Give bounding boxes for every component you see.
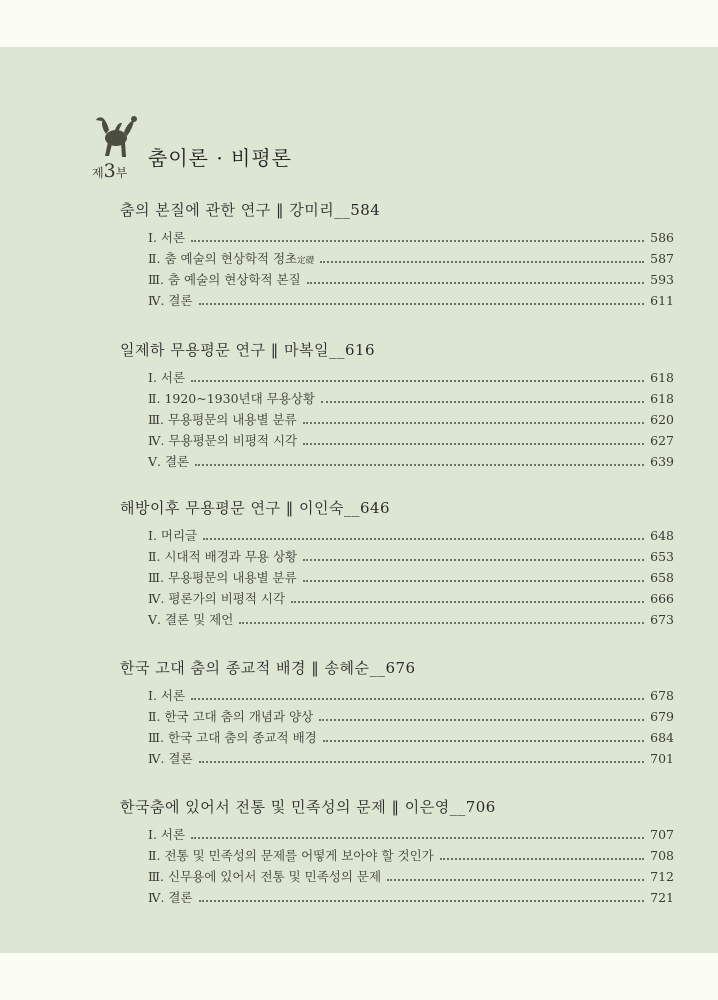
toc-entry-page-number: 620 — [650, 412, 674, 427]
toc-entry-label — [148, 588, 291, 609]
toc-entry-label-text: Ⅳ. 결론 — [148, 890, 193, 905]
toc-entry[interactable] — [148, 748, 674, 769]
toc-entry-label-text: Ⅲ. 춤 예술의 현상학적 본질 — [148, 272, 301, 287]
toc-entry-page-number: 707 — [650, 827, 674, 842]
dot-leader — [291, 601, 644, 603]
toc-entry-label-text: Ⅱ. 시대적 배경과 무용 상황 — [148, 549, 298, 564]
toc-entry-label-text: Ⅳ. 무용평문의 비평적 시각 — [148, 433, 298, 448]
toc-entry-page-number: 666 — [650, 591, 674, 606]
toc-entry-label — [148, 430, 303, 451]
chapter-entries — [120, 525, 680, 630]
dot-leader — [303, 422, 644, 424]
toc-entry-page-number: 701 — [650, 751, 674, 766]
toc-entry-label — [148, 227, 191, 248]
part-label-suffix: 부 — [115, 166, 128, 180]
toc-entry-page-number: 618 — [650, 370, 674, 385]
toc-entry[interactable] — [148, 845, 674, 866]
toc-entry-page-number: 586 — [650, 230, 674, 245]
toc-entry-label-text: Ⅲ. 무용평문의 내용별 분류 — [148, 412, 297, 427]
toc-entry[interactable] — [148, 866, 674, 887]
chapter-section — [120, 338, 680, 472]
dot-leader — [191, 380, 644, 382]
toc-entry-label — [148, 525, 203, 546]
toc-entry-page-number: 679 — [650, 709, 674, 724]
dot-leader — [203, 538, 644, 540]
toc-entry-page-number: 721 — [650, 890, 674, 905]
toc-entry-label-text: Ⅱ. 1920~1930년대 무용상황 — [148, 391, 315, 406]
toc-entry-page-number: 673 — [650, 612, 674, 627]
toc-entry-label — [148, 290, 199, 311]
toc-entry-label — [148, 451, 195, 472]
toc-entry[interactable] — [148, 248, 674, 269]
dot-leader — [191, 240, 644, 242]
dot-leader — [195, 464, 644, 466]
toc-entry[interactable] — [148, 706, 674, 727]
dot-leader — [239, 622, 644, 624]
chapter-entries — [120, 824, 680, 908]
dot-leader — [321, 401, 644, 403]
dot-leader — [307, 282, 644, 284]
toc-entry-page-number: 593 — [650, 272, 674, 287]
toc-entry-label — [148, 609, 239, 630]
toc-entry-label — [148, 887, 199, 908]
toc-entry-hanja-gloss: 定礎 — [297, 256, 315, 266]
toc-entry-label — [148, 546, 303, 567]
toc-entry[interactable] — [148, 546, 674, 567]
chapter-section — [120, 198, 680, 311]
toc-entry-page-number: 712 — [650, 869, 674, 884]
dot-leader — [387, 879, 644, 881]
toc-entry-label-text: Ⅰ. 머리글 — [148, 528, 198, 543]
toc-entry-label — [148, 706, 319, 727]
part-title: 춤이론 · 비평론 — [148, 146, 292, 170]
dot-leader — [199, 761, 645, 763]
toc-entry-label-text: Ⅰ. 서론 — [148, 370, 186, 385]
dot-leader — [303, 443, 644, 445]
toc-entry[interactable] — [148, 588, 674, 609]
chapter-title[interactable]: 일제하 무용평문 연구 ‖ 마복일__616 — [120, 341, 376, 359]
toc-entry-page-number: 658 — [650, 570, 674, 585]
toc-entry-page-number: 639 — [650, 454, 674, 469]
toc-entry-page-number: 587 — [650, 251, 674, 266]
chapter-section — [120, 496, 680, 630]
toc-entry-label — [148, 727, 323, 748]
chapter-entries — [120, 685, 680, 769]
toc-entry[interactable] — [148, 567, 674, 588]
dot-leader — [323, 740, 644, 742]
toc-entry-label — [148, 367, 191, 388]
toc-entry[interactable] — [148, 290, 674, 311]
toc-entry[interactable] — [148, 409, 674, 430]
chapter-title[interactable]: 한국 고대 춤의 종교적 배경 ‖ 송혜순__676 — [120, 659, 416, 677]
toc-entry-page-number: 648 — [650, 528, 674, 543]
toc-entry-label-text: Ⅴ. 결론 및 제언 — [148, 612, 234, 627]
toc-entry-label — [148, 824, 191, 845]
toc-entry-label — [148, 845, 440, 866]
toc-entry-label-text: Ⅱ. 전통 및 민족성의 문제를 어떻게 보아야 할 것인가 — [148, 848, 434, 863]
chapter-entries — [120, 227, 680, 311]
toc-entry[interactable] — [148, 824, 674, 845]
toc-entry[interactable] — [148, 367, 674, 388]
toc-entry-page-number: 618 — [650, 391, 674, 406]
dot-leader — [199, 303, 645, 305]
toc-entry[interactable] — [148, 388, 674, 409]
dot-leader — [320, 261, 644, 263]
toc-entry-page-number: 653 — [650, 549, 674, 564]
toc-entry-label — [148, 409, 303, 430]
toc-entry[interactable] — [148, 887, 674, 908]
toc-entry-label-text: Ⅰ. 서론 — [148, 230, 186, 245]
toc-entry[interactable] — [148, 609, 674, 630]
toc-entry-label — [148, 567, 303, 588]
part-label-prefix: 제 — [92, 166, 104, 180]
toc-entry-label-text: Ⅱ. 춤 예술의 현상학적 정초 — [148, 251, 298, 266]
toc-entry-label-text: Ⅳ. 결론 — [148, 293, 193, 308]
toc-entry-page-number: 611 — [650, 293, 674, 308]
toc-entry-page-number: 684 — [650, 730, 674, 745]
chapter-section — [120, 795, 680, 908]
toc-entry-label — [148, 866, 387, 887]
toc-entry-page-number: 627 — [650, 433, 674, 448]
part-header — [92, 112, 392, 187]
dot-leader — [319, 719, 644, 721]
chapter-section — [120, 656, 680, 769]
dot-leader — [440, 858, 644, 860]
toc-entry[interactable] — [148, 451, 674, 472]
toc-entry-label-text: Ⅱ. 한국 고대 춤의 개념과 양상 — [148, 709, 314, 724]
toc-entry-label-text: Ⅴ. 결론 — [148, 454, 190, 469]
chapter-entries — [120, 367, 680, 472]
toc-entry-label-text: Ⅰ. 서론 — [148, 688, 186, 703]
toc-entry-label-text: Ⅲ. 무용평문의 내용별 분류 — [148, 570, 297, 585]
toc-entry-label-text: Ⅳ. 결론 — [148, 751, 193, 766]
toc-entry-label-text: Ⅲ. 한국 고대 춤의 종교적 배경 — [148, 730, 317, 745]
bronze-figure-ornament-icon — [94, 112, 140, 162]
dot-leader — [303, 580, 644, 582]
toc-entry-label — [148, 685, 191, 706]
dot-leader — [199, 900, 645, 902]
part-label-number: 3 — [103, 160, 116, 182]
chapter-title[interactable]: 춤의 본질에 관한 연구 ‖ 강미리__584 — [120, 201, 381, 219]
toc-entry-page-number: 678 — [650, 688, 674, 703]
toc-entry[interactable] — [148, 727, 674, 748]
toc-entry-label-text: Ⅳ. 평론가의 비평적 시각 — [148, 591, 286, 606]
toc-entry[interactable] — [148, 685, 674, 706]
toc-entry-label — [148, 388, 321, 409]
toc-entry-label-text: Ⅲ. 신무용에 있어서 전통 및 민족성의 문제 — [148, 869, 382, 884]
toc-entry-page-number: 708 — [650, 848, 674, 863]
toc-entry[interactable] — [148, 269, 674, 290]
toc-entry[interactable] — [148, 430, 674, 451]
chapter-title[interactable]: 한국춤에 있어서 전통 및 민족성의 문제 ‖ 이은영__706 — [120, 798, 496, 816]
toc-entry[interactable] — [148, 227, 674, 248]
dot-leader — [191, 698, 644, 700]
dot-leader — [191, 837, 644, 839]
dot-leader — [303, 559, 644, 561]
part-label — [92, 160, 127, 182]
toc-entry[interactable] — [148, 525, 674, 546]
toc-entry-label — [148, 269, 307, 290]
chapter-title[interactable]: 해방이후 무용평문 연구 ‖ 이인숙__646 — [120, 499, 391, 517]
toc-entry-label — [148, 748, 199, 769]
toc-entry-label-text: Ⅰ. 서론 — [148, 827, 186, 842]
